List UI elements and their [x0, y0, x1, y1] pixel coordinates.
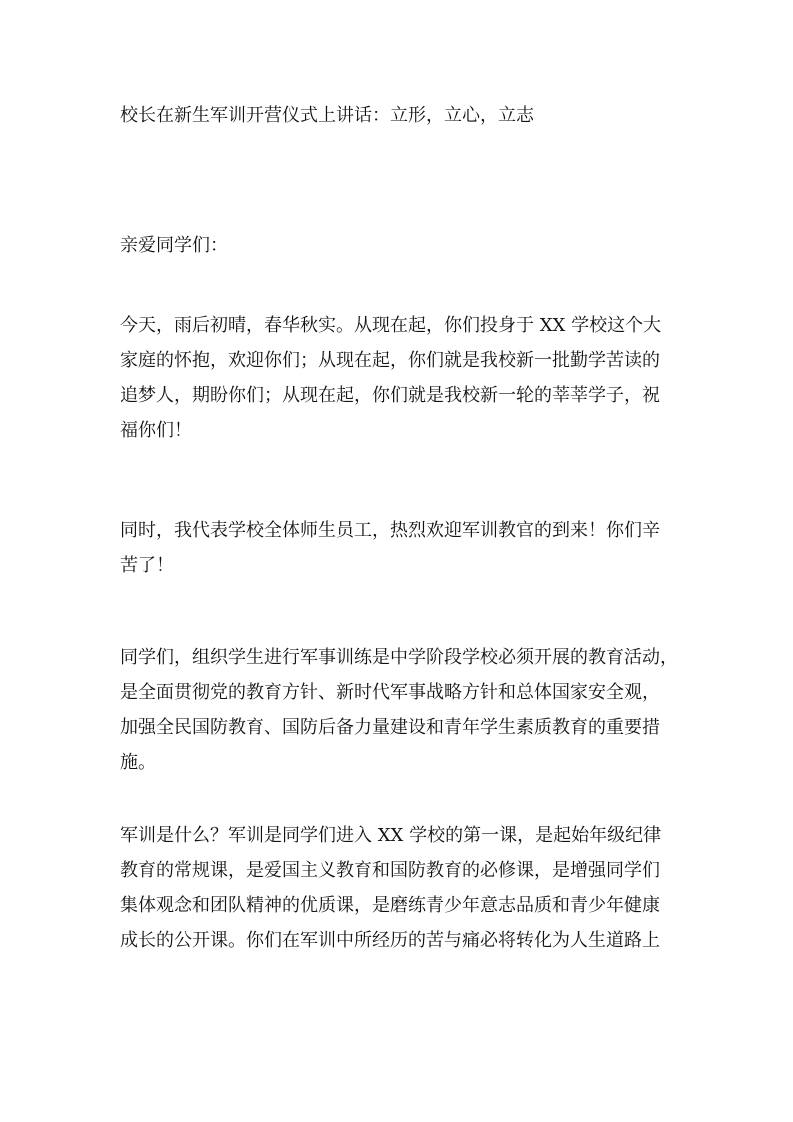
paragraph-line: 集体观念和团队精神的优质课，是磨练青少年意志品质和青少年健康 [120, 895, 660, 916]
paragraph-line: 今天，雨后初晴，春华秋实。从现在起，你们投身于 XX 学校这个大 [120, 315, 662, 336]
paragraph-line: 福你们！ [120, 420, 192, 441]
paragraph-line: 家庭的怀抱，欢迎你们；从现在起，你们就是我校新一批勤学苦读的 [120, 350, 660, 371]
paragraph-what-is-training [120, 818, 680, 1038]
paragraph-line: 教育的常规课，是爱国主义教育和国防教育的必修课，是增强同学们 [120, 860, 660, 881]
salutation: 亲爱同学们： [120, 235, 228, 256]
paragraph-line: 是全面贯彻党的教育方针、新时代军事战略方针和总体国家安全观， [120, 682, 660, 703]
paragraph-welcome [120, 308, 680, 448]
paragraph-line: 成长的公开课。你们在军训中所经历的苦与痛必将转化为人生道路上 [120, 930, 660, 951]
paragraph-line: 同学们，组织学生进行军事训练是中学阶段学校必须开展的教育活动， [120, 647, 678, 668]
paragraph-line: 同时，我代表学校全体师生员工，热烈欢迎军训教官的到来！你们辛 [120, 520, 660, 541]
paragraph-line: 追梦人，期盼你们；从现在起，你们就是我校新一轮的莘莘学子，祝 [120, 385, 660, 406]
paragraph-line: 加强全民国防教育、国防后备力量建设和青年学生素质教育的重要措 [120, 717, 660, 738]
paragraph-line: 苦了！ [120, 555, 174, 576]
document-title: 校长在新生军训开营仪式上讲话：立形，立心，立志 [120, 105, 534, 126]
paragraph-line: 军训是什么？军训是同学们进入 XX 学校的第一课，是起始年级纪律 [120, 825, 662, 846]
paragraph-purpose [120, 640, 680, 780]
paragraph-line: 施。 [120, 752, 156, 773]
paragraph-instructors [120, 513, 680, 583]
